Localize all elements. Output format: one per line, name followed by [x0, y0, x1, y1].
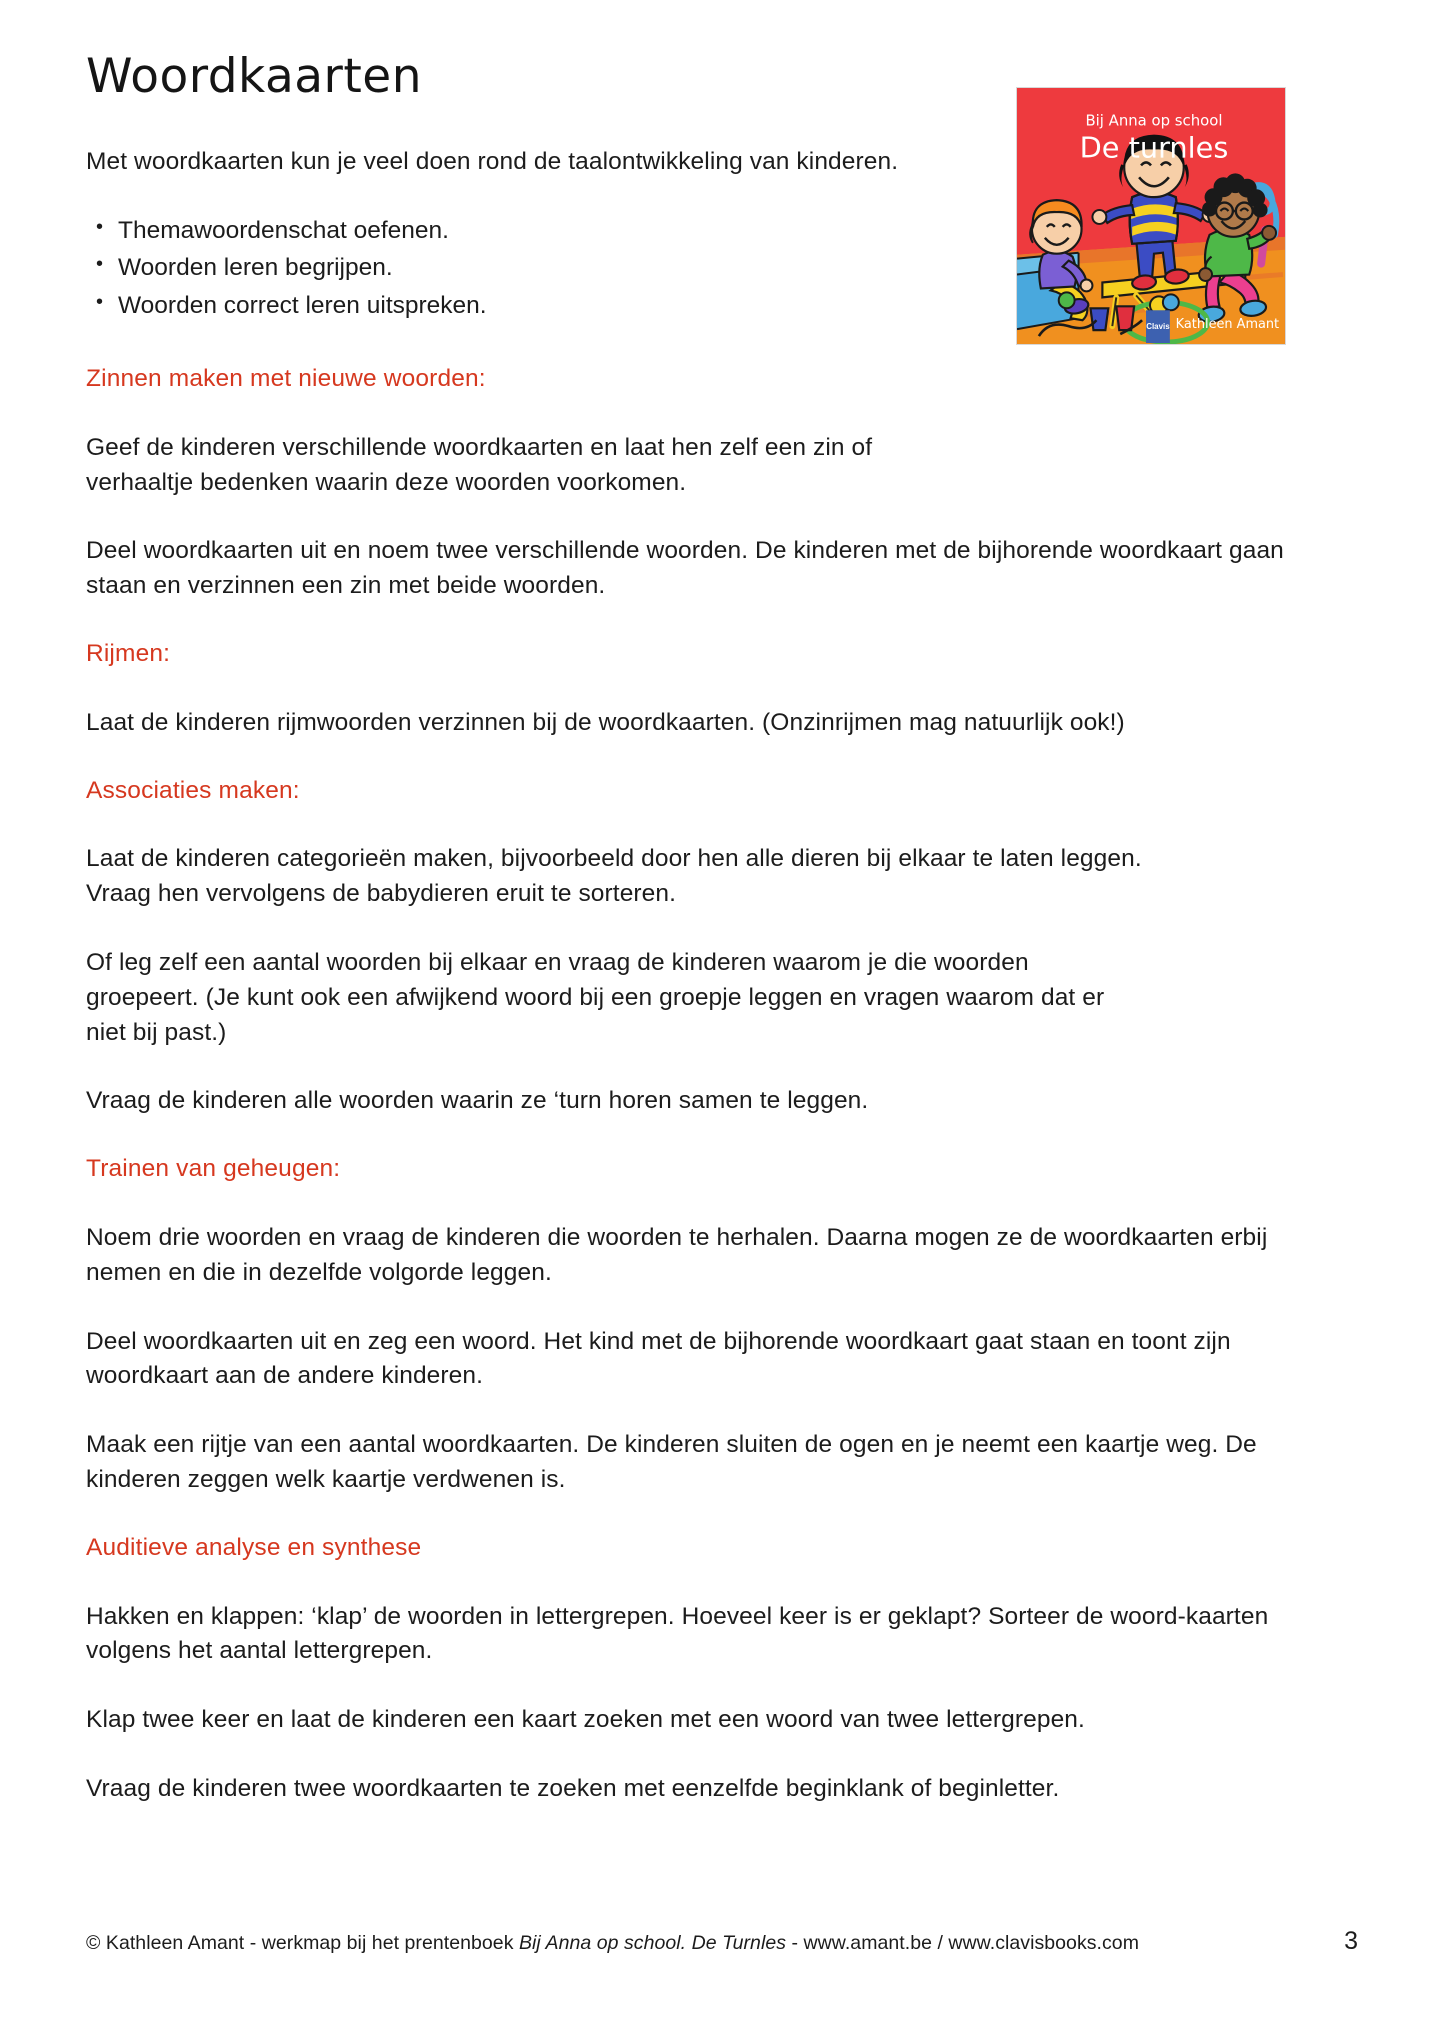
paragraph: Vraag de kinderen twee woordkaarten te zoeken met eenzelfde beginklank of beginletter.: [86, 1774, 1060, 1802]
list-item: • Woorden correct leren uitspreken.: [94, 289, 1376, 323]
footer-book-title: Bij Anna op school. De Turnles: [518, 1932, 787, 1954]
page-title: Woordkaarten: [86, 49, 423, 104]
page-footer: [86, 1927, 1376, 1956]
document-content: [86, 49, 1376, 1841]
paragraph: Geef de kinderen verschillende woordkaarten en laat hen zelf een zin of verhaaltje bedenken waarin deze woorden voorkomen.: [86, 433, 873, 496]
svg-text:De turnles: De turnles: [1079, 130, 1229, 165]
section-heading-zinnen-maken: Zinnen maken met nieuwe woorden:: [86, 365, 486, 393]
paragraph: Klap twee keer en laat de kinderen een kaart zoeken met een woord van twee lettergrepen.: [86, 1706, 1085, 1734]
benefits-list: [86, 214, 1376, 323]
section-heading-associaties-maken: Associaties maken:: [86, 776, 300, 804]
paragraph: Noem drie woorden en vraag de kinderen die woorden te herhalen. Daarna mogen ze de woordkaarten erbij nemen en die in dezelfde volgorde leggen.: [86, 1223, 1268, 1286]
footer-prefix: © Kathleen Amant - werkmap bij het prentenboek: [86, 1932, 519, 1954]
list-item: • Themawoordenschat oefenen.: [94, 214, 1376, 248]
paragraph: Of leg zelf een aantal woorden bij elkaar en vraag de kinderen waarom je die woorden groepeert. (Je kunt ook een afwijkend woord bij een groepje leggen en vragen waarom dat er niet bij past.): [86, 949, 1105, 1046]
svg-text:Kathleen Amant: Kathleen Amant: [1175, 317, 1280, 333]
svg-text:Bij Anna op school: Bij Anna op school: [1085, 111, 1223, 130]
paragraph: Hakken en klappen: ‘klap’ de woorden in lettergrepen. Hoeveel keer is er geklapt? Sorteer de woord-kaarten volgens het aantal lettergrepen.: [86, 1602, 1269, 1665]
paragraph: Deel woordkaarten uit en noem twee verschillende woorden. De kinderen met de bijhorende woordkaart gaan staan en verzinnen een zin met beide woorden.: [86, 537, 1284, 600]
paragraph: Maak een rijtje van een aantal woordkaarten. De kinderen sluiten de ogen en je neemt een kaartje weg. De kinderen zeggen welk kaartje verdwenen is.: [86, 1431, 1257, 1493]
section-heading-auditieve-analyse: Auditieve analyse en synthese: [86, 1533, 422, 1561]
paragraph: Vraag de kinderen alle woorden waarin ze ‘turn horen samen te leggen.: [86, 1087, 869, 1115]
paragraph: Deel woordkaarten uit en zeg een woord. Het kind met de bijhorende woordkaart gaat staan en toont zijn woordkaart aan de andere kinderen.: [86, 1327, 1231, 1390]
intro-paragraph: Met woordkaarten kun je veel doen rond de taalontwikkeling van kinderen.: [86, 148, 899, 176]
list-item: • Woorden leren begrijpen.: [94, 251, 1376, 285]
paragraph: Laat de kinderen rijmwoorden verzinnen bij de woordkaarten. (Onzinrijmen mag natuurlijk ook!): [86, 708, 1125, 736]
paragraph: Laat de kinderen categorieën maken, bijvoorbeeld door hen alle dieren bij elkaar te laten leggen. Vraag hen vervolgens de babydieren eruit te sorteren.: [86, 845, 1142, 908]
svg-text:Clavis: Clavis: [1146, 322, 1170, 332]
footer-credit: [86, 1931, 1139, 1956]
page-number: 3: [1344, 1927, 1358, 1955]
section-heading-trainen-van-geheugen: Trainen van geheugen:: [86, 1155, 341, 1183]
footer-suffix: - www.amant.be / www.clavisbooks.com: [786, 1932, 1139, 1954]
section-heading-rijmen: Rijmen:: [86, 639, 171, 667]
